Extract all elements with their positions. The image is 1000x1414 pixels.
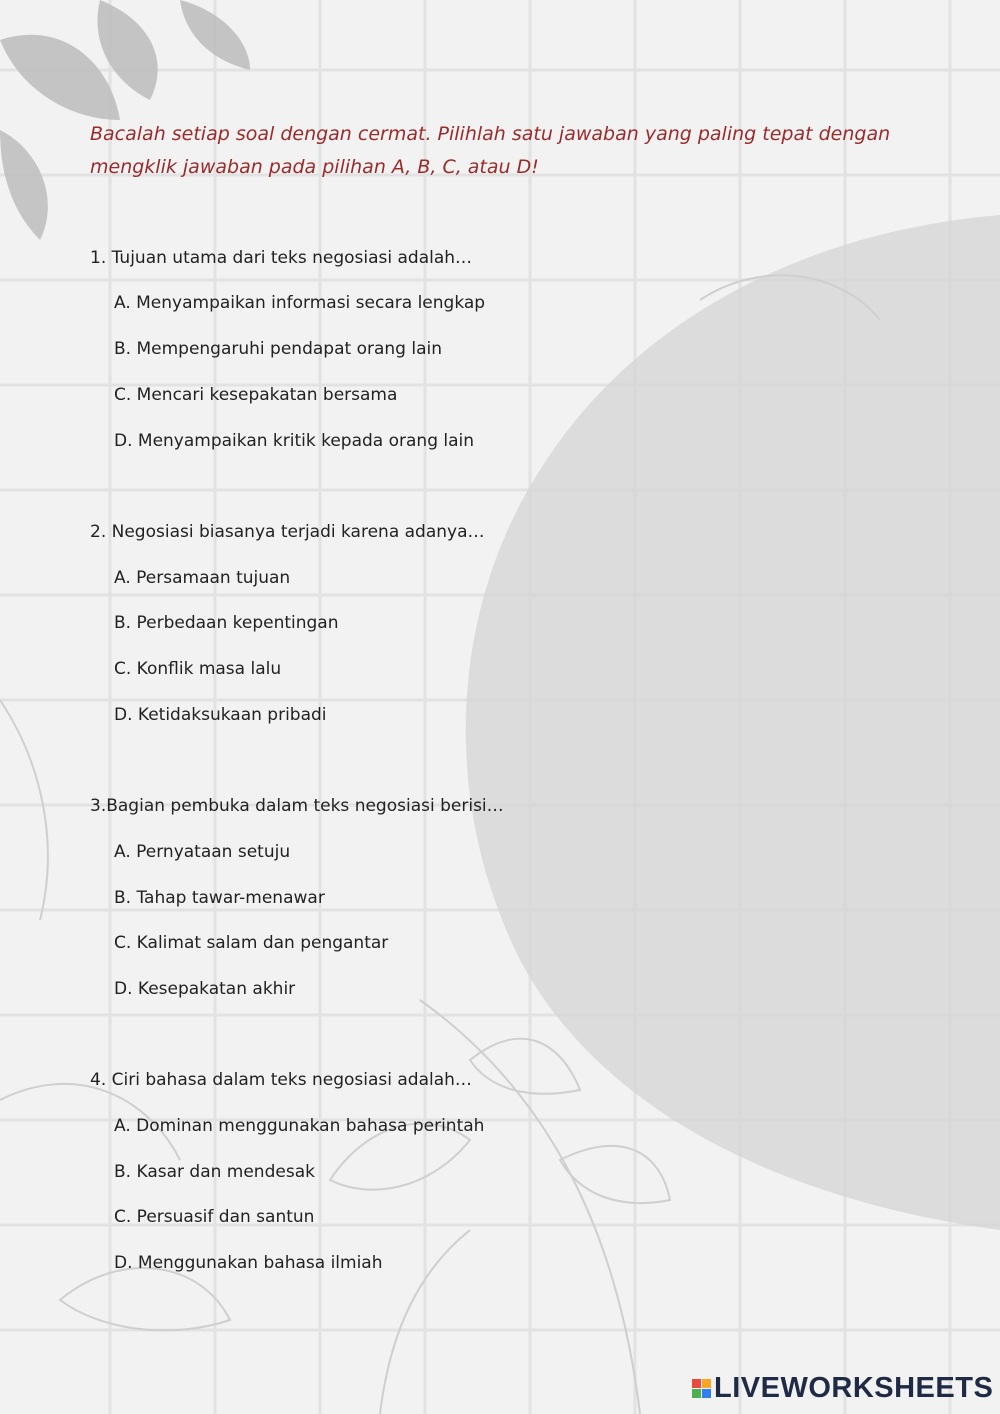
instruction-text: Bacalah setiap soal dengan cermat. Pilihlah satu jawaban yang paling tepat dengan mengklik jawaban pada pilihan A, B, C, atau D!: [90, 123, 891, 178]
question-3: 3.Bagian pembuka dalam teks negosiasi berisi…: [90, 796, 504, 816]
q3-option-a[interactable]: A. Pernyataan setuju: [114, 842, 291, 862]
q3-option-d[interactable]: D. Kesepakatan akhir: [114, 979, 296, 999]
q1-option-d[interactable]: D. Menyampaikan kritik kepada orang lain: [114, 431, 475, 451]
liveworksheets-logo: [692, 1372, 993, 1405]
q4-option-a[interactable]: A. Dominan menggunakan bahasa perintah: [114, 1116, 485, 1136]
q3-option-c[interactable]: C. Kalimat salam dan pengantar: [114, 933, 389, 953]
q2-option-b[interactable]: B. Perbedaan kepentingan: [114, 613, 339, 633]
q3-option-b[interactable]: B. Tahap tawar-menawar: [114, 888, 325, 908]
q4-option-b[interactable]: B. Kasar dan mendesak: [114, 1162, 315, 1182]
q1-option-b[interactable]: B. Mempengaruhi pendapat orang lain: [114, 339, 442, 359]
question-1: 1. Tujuan utama dari teks negosiasi adalah…: [90, 248, 473, 268]
logo-mark-icon: [692, 1379, 711, 1398]
logo-square: [702, 1379, 711, 1388]
q4-option-d[interactable]: D. Menggunakan bahasa ilmiah: [114, 1253, 383, 1273]
question-2: 2. Negosiasi biasanya terjadi karena adanya…: [90, 522, 485, 542]
logo-square: [692, 1379, 701, 1388]
q1-option-a[interactable]: A. Menyampaikan informasi secara lengkap: [114, 293, 486, 313]
q2-option-a[interactable]: A. Persamaan tujuan: [114, 568, 291, 588]
q1-option-c[interactable]: C. Mencari kesepakatan bersama: [114, 385, 398, 405]
question-4: 4. Ciri bahasa dalam teks negosiasi adalah…: [90, 1070, 472, 1090]
logo-square: [692, 1389, 701, 1398]
q2-option-c[interactable]: C. Konflik masa lalu: [114, 659, 282, 679]
q4-option-c[interactable]: C. Persuasif dan santun: [114, 1207, 315, 1227]
logo-square: [702, 1389, 711, 1398]
logo-text: LIVEWORKSHEETS: [714, 1372, 994, 1404]
q2-option-d[interactable]: D. Ketidaksukaan pribadi: [114, 705, 327, 725]
